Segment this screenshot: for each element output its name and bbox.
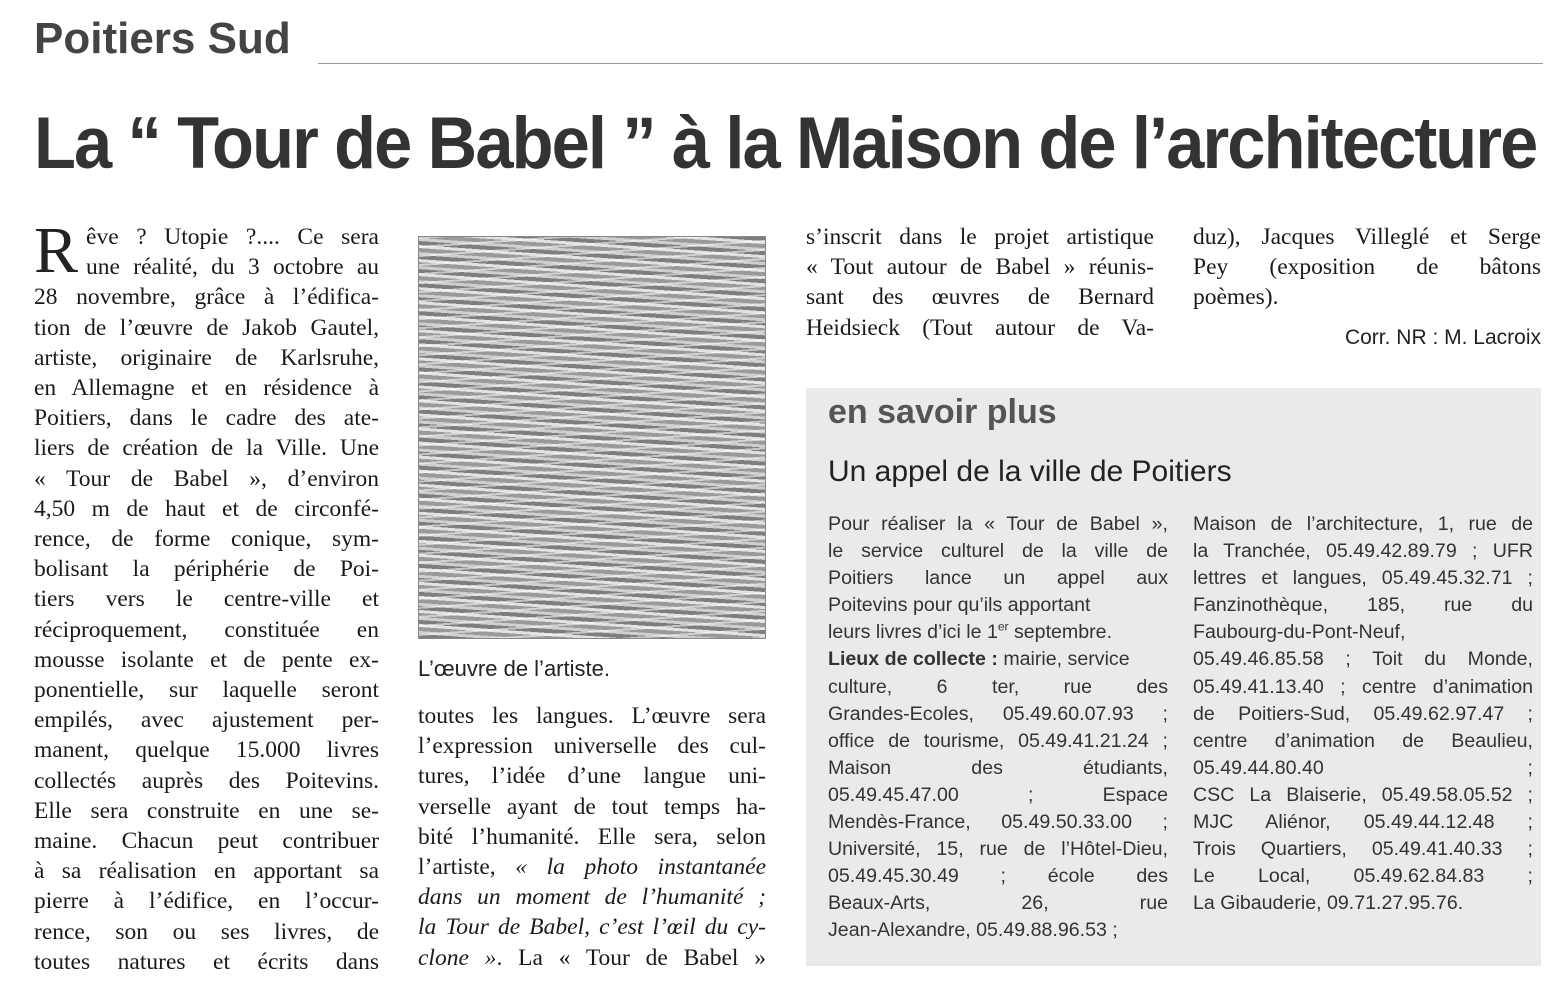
article-column-3-text bbox=[806, 222, 1154, 343]
info-line: Maison des étudiants, bbox=[828, 756, 1168, 779]
article-line: artiste, originaire de Karlsruhe, bbox=[34, 344, 379, 371]
article-line: sant des œuvres de Bernard bbox=[806, 284, 1154, 311]
article-line: rence, de forme conique, sym- bbox=[34, 526, 379, 553]
article-line: tion de l’œuvre de Jakob Gautel, bbox=[34, 314, 379, 341]
article-line: mousse isolante et de pente ex- bbox=[34, 646, 379, 673]
article-column-2-text bbox=[418, 701, 766, 852]
article-line: 28 novembre, grâce à l’édifica- bbox=[34, 284, 379, 311]
info-box-column-2 bbox=[1193, 511, 1533, 917]
info-line: Pour réaliser la « Tour de Babel », bbox=[828, 513, 1168, 535]
article-line: Elle sera construite en une se- bbox=[34, 797, 379, 824]
info-line: MJC Aliénor, 05.49.44.12.48 ; bbox=[1193, 811, 1533, 834]
info-line: La Gibauderie, 09.71.27.95.76. bbox=[1193, 892, 1464, 915]
info-line: centre d’animation de Beaulieu, bbox=[1193, 729, 1533, 752]
info-line: Beaux-Arts, 26, rue bbox=[828, 892, 1168, 915]
info-line: Poitiers lance un appel aux bbox=[828, 567, 1168, 590]
article-column-1 bbox=[34, 214, 379, 977]
col2-last-plain: l’artiste, bbox=[418, 854, 496, 881]
article-line: toutes les langues. L’œuvre sera bbox=[418, 703, 766, 729]
article-line: tiers vers le centre-ville et bbox=[34, 586, 379, 613]
collection-date-pre: leurs livres d’ici le 1 bbox=[828, 621, 998, 644]
info-line: Mendès-France, 05.49.50.33.00 ; bbox=[828, 811, 1168, 834]
article-line: réciproquement, constituée en bbox=[34, 616, 379, 643]
col2-end: . La « Tour de Babel » bbox=[496, 944, 766, 971]
info-line: 05.49.44.80.40 ; bbox=[1193, 756, 1533, 779]
drop-cap: R bbox=[34, 214, 79, 287]
info-box-title: en savoir plus bbox=[828, 393, 1057, 431]
article-line: empilés, avec ajustement per- bbox=[34, 707, 379, 734]
article-column-4 bbox=[1193, 222, 1541, 313]
info-line: 05.49.45.47.00 ; Espace bbox=[828, 783, 1168, 806]
artist-quote-2: dans un moment de l’humanité ; bbox=[418, 884, 766, 911]
article-line: liers de création de la Ville. Une bbox=[34, 435, 379, 462]
article-line: êve ? Utopie ?.... Ce sera bbox=[86, 224, 379, 250]
section-rule bbox=[318, 63, 1543, 64]
info-line: de Poitiers-Sud, 05.49.62.97.47 ; bbox=[1193, 702, 1533, 725]
article-line: s’inscrit dans le projet artistique bbox=[806, 224, 1154, 250]
info-line: office de tourisme, 05.49.41.21.24 ; bbox=[828, 729, 1168, 752]
article-line: en Allemagne et en résidence à bbox=[34, 375, 379, 402]
headline: La “ Tour de Babel ” à la Maison de l’architecture bbox=[34, 103, 1537, 184]
info-line: Université, 15, rue de l’Hôtel-Dieu, bbox=[828, 838, 1168, 861]
info-line: Grandes-Ecoles, 05.49.60.07.93 ; bbox=[828, 702, 1168, 725]
info-line: CSC La Blaiserie, 05.49.58.05.52 ; bbox=[1193, 783, 1533, 806]
article-line: ponentielle, sur laquelle seront bbox=[34, 677, 379, 704]
article-line: collectés auprès des Poitevins. bbox=[34, 767, 379, 794]
article-column-2 bbox=[418, 701, 766, 973]
info-box-subtitle: Un appel de la ville de Poitiers bbox=[828, 455, 1232, 488]
info-line: culture, 6 ter, rue des bbox=[828, 675, 1168, 698]
info-box-intro bbox=[828, 511, 1168, 619]
article-line: pierre à l’édifice, en l’occur- bbox=[34, 888, 379, 915]
info-line: 05.49.46.85.58 ; Toit du Monde, bbox=[1193, 648, 1533, 671]
article-line: bolisant la périphérie de Poi- bbox=[34, 556, 379, 583]
article-line: toutes natures et écrits dans bbox=[34, 948, 379, 975]
article-line: maine. Chacun peut contribuer bbox=[34, 828, 379, 855]
artist-quote-4: clone » bbox=[418, 944, 497, 971]
collection-date-post: septembre. bbox=[1008, 621, 1113, 644]
info-line: 05.49.45.30.49 ; école des bbox=[828, 865, 1168, 888]
article-line: duz), Jacques Villeglé et Serge bbox=[1193, 224, 1541, 250]
article-line: rence, son ou ses livres, de bbox=[34, 918, 379, 945]
article-line: Poitiers, dans le cadre des ate- bbox=[34, 405, 379, 432]
section-heading: Poitiers Sud bbox=[34, 14, 291, 63]
info-line: lettres et langues, 05.49.45.32.71 ; bbox=[1193, 567, 1533, 590]
info-line: Trois Quartiers, 05.49.41.40.33 ; bbox=[1193, 838, 1533, 861]
article-line: à sa réalisation en apportant sa bbox=[34, 858, 379, 885]
article-line: manent, quelque 15.000 livres bbox=[34, 737, 379, 764]
collection-date-sup: er bbox=[997, 619, 1009, 634]
article-line: Pey (exposition de bâtons bbox=[1193, 254, 1541, 281]
info-line: la Tranchée, 05.49.42.89.79 ; UFR bbox=[1193, 540, 1533, 563]
article-line: 4,50 m de haut et de circonfé- bbox=[34, 495, 379, 522]
article-line: tures, l’idée d’une langue uni- bbox=[418, 763, 766, 790]
article-line: verselle ayant de tout temps ha- bbox=[418, 793, 766, 820]
article-line: poèmes). bbox=[1193, 284, 1279, 311]
collection-places-1 bbox=[828, 674, 1168, 945]
photo-caption: L’œuvre de l’artiste. bbox=[418, 656, 610, 681]
info-line: Fanzinothèque, 185, rue du bbox=[1193, 594, 1533, 617]
article-column-3 bbox=[806, 222, 1154, 343]
article-column-4-text bbox=[1193, 222, 1541, 313]
article-column-1-text bbox=[34, 214, 379, 977]
collection-label-rest: mairie, service bbox=[997, 648, 1130, 671]
info-box-column-1 bbox=[828, 511, 1168, 945]
info-line: Faubourg-du-Pont-Neuf, bbox=[1193, 621, 1406, 644]
info-line: le service culturel de la ville de bbox=[828, 540, 1168, 563]
author-credit: Corr. NR : M. Lacroix bbox=[1344, 326, 1541, 349]
info-line: Poitevins pour qu’ils apportant bbox=[828, 594, 1091, 617]
info-line: Le Local, 05.49.62.84.83 ; bbox=[1193, 865, 1533, 888]
article-line: « Tout autour de Babel » réunis- bbox=[806, 254, 1154, 281]
info-line: Maison de l’architecture, 1, rue de bbox=[1193, 513, 1533, 535]
article-line: « Tour de Babel », d’environ bbox=[34, 465, 379, 492]
artist-quote-1: « la photo instantanée bbox=[495, 854, 766, 881]
article-line: bité l’humanité. Elle sera, selon bbox=[418, 823, 766, 850]
info-line: 05.49.41.13.40 ; centre d’animation bbox=[1193, 675, 1533, 698]
info-line: Jean-Alexandre, 05.49.88.96.53 ; bbox=[828, 919, 1118, 942]
collection-label: Lieux de collecte : bbox=[828, 648, 998, 671]
artist-quote-3: la Tour de Babel, c’est l’œil du cy- bbox=[418, 914, 766, 941]
article-line: Heidsieck (Tout autour de Va- bbox=[806, 314, 1154, 341]
article-line: l’expression universelle des cul- bbox=[418, 733, 766, 760]
tower-of-books-photo bbox=[418, 236, 766, 639]
article-line: une réalité, du 3 octobre au bbox=[86, 254, 379, 281]
collection-places-2 bbox=[1193, 511, 1533, 917]
